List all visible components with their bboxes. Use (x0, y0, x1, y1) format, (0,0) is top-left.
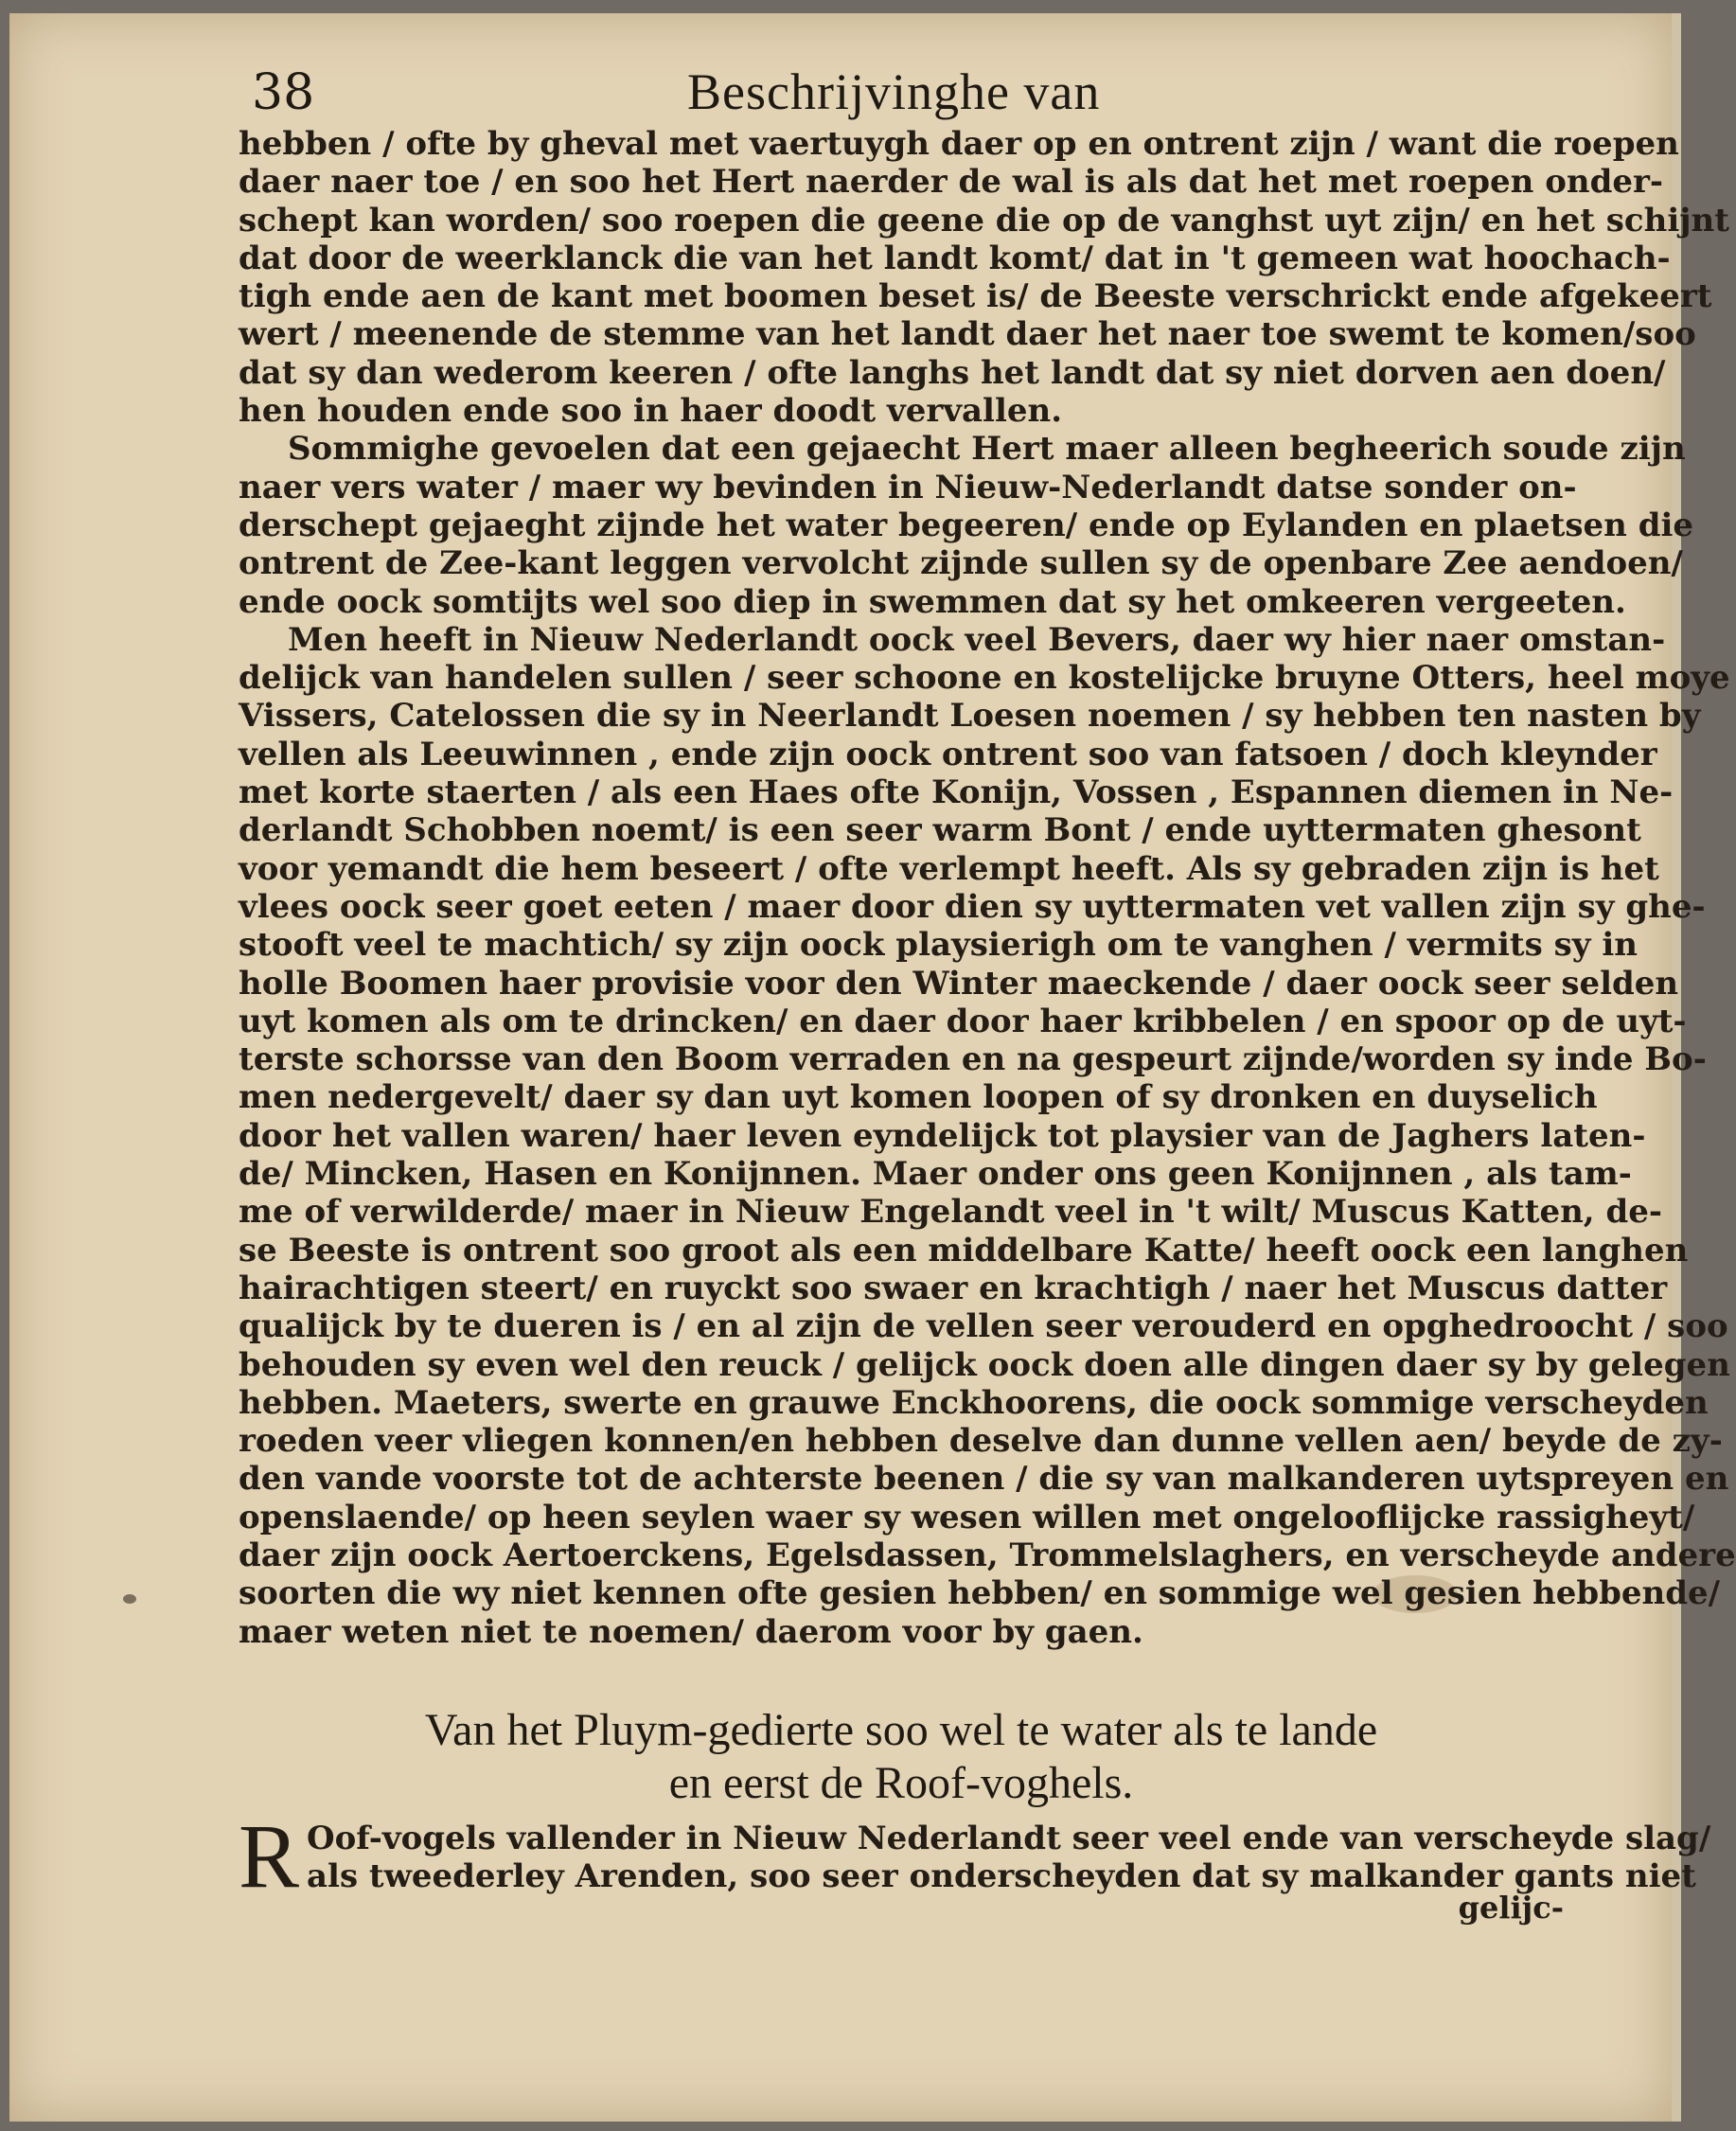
running-title: Beschrijvinghe van (687, 63, 1101, 120)
drop-cap: R (239, 1805, 300, 1907)
text-line: soorten die wy niet kennen ofte gesien hebben/ en sommige wel gesien hebbende/ (239, 1574, 1721, 1613)
catchword-area (239, 0, 1736, 1988)
text-line: vellen als Leeuwinnen , ende zijn oock ontrent soo van fatsoen / doch kleynder (239, 735, 1657, 773)
text-line: vlees oock seer goet eeten / maer door dien sy uyttermaten vet vallen zijn sy ghe- (239, 887, 1706, 926)
text-line: se Beeste is ontrent soo groot als een middelbare Katte/ heeft oock een langhen (239, 1231, 1689, 1270)
text-line: men nedergevelt/ daer sy dan uyt komen loopen of sy dronken en duyselich (239, 1078, 1598, 1117)
text-line: holle Boomen haer provisie voor den Winter maeckende / daer oock seer selden (239, 964, 1679, 1003)
text-line: door het vallen waren/ haer leven eyndelijck tot playsier van de Jaghers laten- (239, 1116, 1646, 1155)
text-line: naer vers water / maer wy bevinden in Nieuw-Nederlandt datse sonder on- (239, 468, 1577, 506)
text-line: hairachtigen steert/ en ruyckt soo swaer en krachtigh / naer het Muscus datter (239, 1269, 1668, 1307)
text-line: derlandt Schobben noemt/ is een seer warm Bont / ende uyttermaten ghesont (239, 811, 1641, 850)
text-line: voor yemandt die hem beseert / ofte verlempt heeft. Als sy gebraden zijn is het (239, 849, 1659, 888)
text-line: schept kan worden/ soo roepen die geene die op de vanghst uyt zijn/ en het schijnt (239, 201, 1729, 240)
text-line: uyt komen als om te drincken/ en daer door haer kribbelen / en spoor op de uyt- (239, 1002, 1687, 1040)
text-line: derschept gejaeght zijnde het water begeeren/ ende op Eylanden en plaetsen die (239, 506, 1694, 544)
text-line: den vande voorste tot de achterste beenen / die sy van malkanderen uytspreyen en (239, 1460, 1729, 1499)
ink-spot (123, 1594, 136, 1604)
text-line: stooft veel te machtich/ sy zijn oock playsierigh om te vanghen / vermits sy in (239, 926, 1638, 965)
text-line: behouden sy even wel den reuck / gelijck oock doen alle dingen daer sy by gelegen (239, 1345, 1730, 1384)
text-line: wert / meenende de stemme van het landt daer het naer toe swemt te komen/soo (239, 315, 1696, 354)
text-line: hen houden ende soo in haer doodt vervallen. (239, 392, 1063, 431)
text-line: qualijck by te dueren is / en al zijn de vellen seer verouderd en opghedroocht / soo (239, 1307, 1728, 1346)
text-line: daer zijn oock Aertoerckens, Egelsdassen, Trommelslaghers, en verscheyde andere (239, 1536, 1736, 1574)
text-line: de/ Mincken, Hasen en Konijnnen. Maer onder ons geen Konijnnen , als tam- (239, 1155, 1632, 1194)
text-line: tigh ende aen de kant met boomen beset is/ de Beeste verschrickt ende afgekeert (239, 277, 1712, 316)
section-heading-line-2: en eerst de Roof-voghels. (668, 1758, 1134, 1808)
text-line: me of verwilderde/ maer in Nieuw Engelandt veel in 't wilt/ Muscus Katten, de- (239, 1193, 1662, 1232)
text-line: hebben / ofte by gheval met vaertuygh daer op en ontrent zijn / want die roepen (239, 125, 1679, 163)
text-line: Oof-vogels vallender in Nieuw Nederlandt seer veel ende van verscheyde slag/ (307, 1820, 1711, 1857)
text-line: hebben. Maeters, swerte en grauwe Enckhoorens, die oock sommige verscheyden (239, 1383, 1709, 1422)
text-line: ontrent de Zee-kant leggen vervolcht zijnde sullen sy de openbare Zee aendoen/ (239, 544, 1683, 583)
text-line: dat sy dan wederom keeren / ofte langhs het landt dat sy niet dorven aen doen/ (239, 353, 1666, 392)
text-line: Men heeft in Nieuw Nederlandt oock veel Bevers, daer wy hier naer omstan- (288, 620, 1666, 659)
text-line: dat door de weerklanck die van het landt komt/ dat in 't gemeen wat hoochach- (239, 239, 1671, 277)
catchword: gelijc- (1458, 1890, 1564, 1926)
text-line: ende oock somtijts wel soo diep in swemmen dat sy het omkeeren vergeeten. (239, 582, 1626, 621)
text-line: delijck van handelen sullen / seer schoone en kostelijcke bruyne Otters, heel moye (239, 659, 1730, 698)
text-line: met korte staerten / als een Haes ofte Konijn, Vossen , Espannen diemen in Ne- (239, 773, 1674, 812)
text-line: maer weten niet te noemen/ daerom voor by gaen. (239, 1612, 1143, 1651)
page-number: 38 (252, 64, 315, 121)
text-line: openslaende/ op heen seylen waer sy wesen willen met ongelooflijcke rassigheyt/ (239, 1498, 1695, 1536)
text-line: als tweederley Arenden, soo seer onderscheyden dat sy malkander gants niet (307, 1857, 1696, 1896)
text-line: terste schorsse van den Boom verraden en na gespeurt zijnde/worden sy inde Bo- (239, 1040, 1707, 1079)
text-line: daer naer toe / en soo het Hert naerder de wal is als dat het met roepen onder- (239, 163, 1664, 202)
text-line: Vissers, Catelossen die sy in Neerlandt Loesen noemen / sy hebben ten nasten by (239, 697, 1701, 736)
text-line: roeden veer vliegen konnen/en hebben deselve dan dunne vellen aen/ beyde de zy- (239, 1422, 1723, 1461)
text-line: Sommighe gevoelen dat een gejaecht Hert maer alleen begheerich soude zijn (288, 430, 1686, 469)
section-heading-line-1: Van het Pluym-gedierte soo wel te water als te lande (424, 1705, 1378, 1755)
